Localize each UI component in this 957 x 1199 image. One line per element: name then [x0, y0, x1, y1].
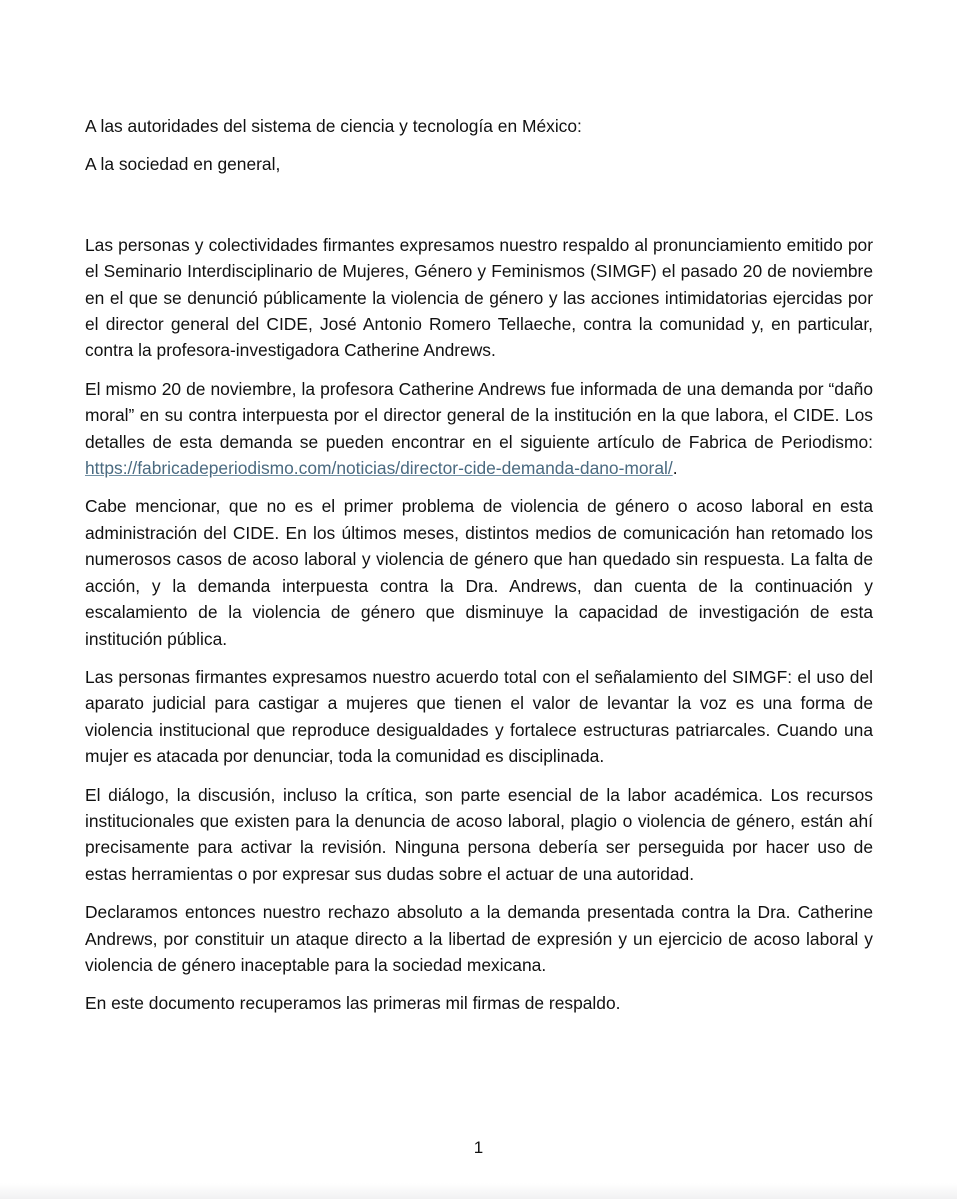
paragraph-lawsuit-text: El mismo 20 de noviembre, la profesora Catherine Andrews fue informada de una demanda por “daño moral” en su contra interpuesta por el director general de la institución en la que labora, el CIDE. Los detalles de esta demanda se pueden encontrar en el siguiente artículo de Fabrica de Periodismo: — [85, 378, 873, 452]
salutation-society: A la sociedad en general, — [85, 154, 281, 175]
paragraph-signatures: En este documento recuperamos las primeras mil firmas de respaldo. — [85, 993, 621, 1014]
page-number: 1 — [473, 1138, 484, 1157]
paragraph-lawsuit — [85, 376, 873, 482]
page-bottom-edge — [0, 1183, 957, 1199]
paragraph-dialogue: El diálogo, la discusión, incluso la crítica, son parte esencial de la labor académica. Los recursos institucionales que existen para la denuncia de acoso laboral, plagio o violencia de género, están ahí precisamente para activar la revisión. Ninguna persona debería ser perseguida por hacer uso de estas herramientas o por expresar sus dudas sobre el actuar de una autoridad. — [85, 784, 873, 884]
paragraph-agreement: Las personas firmantes expresamos nuestro acuerdo total con el señalamiento del SIMGF: el uso del aparato judicial para castigar a mujeres que tienen el valor de levantar la voz es una forma de violencia institucional que reproduce desigualdades y fortalece estructuras patriarcales. Cuando una mujer es atacada por denunciar, toda la comunidad es disciplinada. — [85, 666, 873, 767]
paragraph-context: Cabe mencionar, que no es el primer problema de violencia de género o acoso laboral en esta administración del CIDE. En los últimos meses, distintos medios de comunicación han retomado los numerosos casos de acoso laboral y violencia de género que han quedado sin respuesta. La falta de acción, y la demanda interpuesta contra la Dra. Andrews, dan cuenta de la continuación y escalamiento de la violencia de género que disminuye la capacidad de investigación de esta institución pública. — [85, 496, 873, 649]
article-link[interactable]: https://fabricadeperiodismo.com/noticias/director-cide-demanda-dano-moral/ — [85, 458, 673, 479]
paragraph-support: Las personas y colectividades firmantes expresamos nuestro respaldo al pronunciamiento emitido por el Seminario Interdisciplinario de Mujeres, Género y Feminismos (SIMGF) el pasado 20 de noviembre en el que se denunció públicamente la violencia de género y las acciones intimidatorias ejercidas por el director general del CIDE, José Antonio Romero Tellaeche, contra la comunidad y, en particular, contra la profesora-investigadora Catherine Andrews. — [85, 234, 873, 361]
spacer — [85, 190, 873, 232]
paragraph-rejection: Declaramos entonces nuestro rechazo absoluto a la demanda presentada contra la Dra. Catherine Andrews, por constituir un ataque directo a la libertad de expresión y un ejercicio de acoso laboral y violencia de género inaceptable para la sociedad mexicana. — [85, 902, 873, 975]
paragraph-lawsuit-end: . — [672, 458, 678, 479]
letter-body — [85, 113, 873, 1029]
salutation-authorities: A las autoridades del sistema de ciencia y tecnología en México: — [85, 116, 582, 136]
